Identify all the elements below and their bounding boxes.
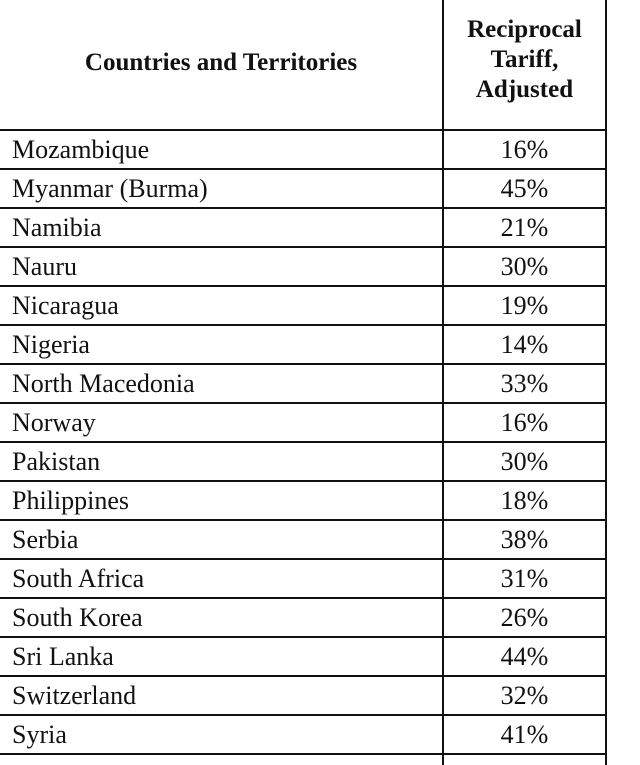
table-row: [0, 208, 606, 247]
table-row: [0, 637, 606, 676]
table-row: [0, 403, 606, 442]
country-cell: Nigeria: [0, 325, 443, 364]
tariff-cell: 30%: [443, 442, 606, 481]
table-row: [0, 325, 606, 364]
country-cell: Nauru: [0, 247, 443, 286]
country-cell: Mozambique: [0, 130, 443, 169]
country-cell: Serbia: [0, 520, 443, 559]
country-cell: Namibia: [0, 208, 443, 247]
table-row: [0, 169, 606, 208]
table-row: [0, 481, 606, 520]
tariff-cell: 44%: [443, 637, 606, 676]
header-tariff-line: Adjusted: [475, 75, 574, 103]
country-cell: North Macedonia: [0, 364, 443, 403]
table-row: [0, 598, 606, 637]
tariff-cell: 38%: [443, 520, 606, 559]
table-body: [0, 130, 606, 765]
country-cell: [0, 754, 443, 765]
tariff-cell: 16%: [443, 403, 606, 442]
country-cell: Syria: [0, 715, 443, 754]
header-tariff-line: Tariff,: [490, 45, 559, 73]
tariff-cell: 33%: [443, 364, 606, 403]
tariff-cell: 45%: [443, 169, 606, 208]
table-row: [0, 715, 606, 754]
header-tariff-line: Reciprocal: [467, 15, 582, 43]
country-cell: South Africa: [0, 559, 443, 598]
tariff-cell: 21%: [443, 208, 606, 247]
tariff-cell: 14%: [443, 325, 606, 364]
country-cell: Sri Lanka: [0, 637, 443, 676]
tariff-cell: 30%: [443, 247, 606, 286]
tariff-cell: 32%: [443, 676, 606, 715]
tariff-cell: 16%: [443, 130, 606, 169]
country-cell: Norway: [0, 403, 443, 442]
header-countries: Countries and Territories: [0, 0, 443, 130]
table-row: [0, 676, 606, 715]
country-cell: Myanmar (Burma): [0, 169, 443, 208]
tariff-cell: 41%: [443, 715, 606, 754]
table-row: [0, 559, 606, 598]
table-header-row: [0, 0, 606, 130]
country-cell: South Korea: [0, 598, 443, 637]
tariff-cell: [443, 754, 606, 765]
tariff-cell: 18%: [443, 481, 606, 520]
table-row: [0, 520, 606, 559]
country-cell: Switzerland: [0, 676, 443, 715]
country-cell: Pakistan: [0, 442, 443, 481]
table-row: [0, 442, 606, 481]
country-cell: Philippines: [0, 481, 443, 520]
country-cell: Nicaragua: [0, 286, 443, 325]
table-row: [0, 247, 606, 286]
table-row: [0, 130, 606, 169]
header-reciprocal-tariff: [443, 0, 606, 130]
table-row: [0, 364, 606, 403]
tariff-cell: 26%: [443, 598, 606, 637]
table-row-cutoff: [0, 754, 606, 765]
table-row: [0, 286, 606, 325]
tariff-cell: 19%: [443, 286, 606, 325]
tariff-cell: 31%: [443, 559, 606, 598]
